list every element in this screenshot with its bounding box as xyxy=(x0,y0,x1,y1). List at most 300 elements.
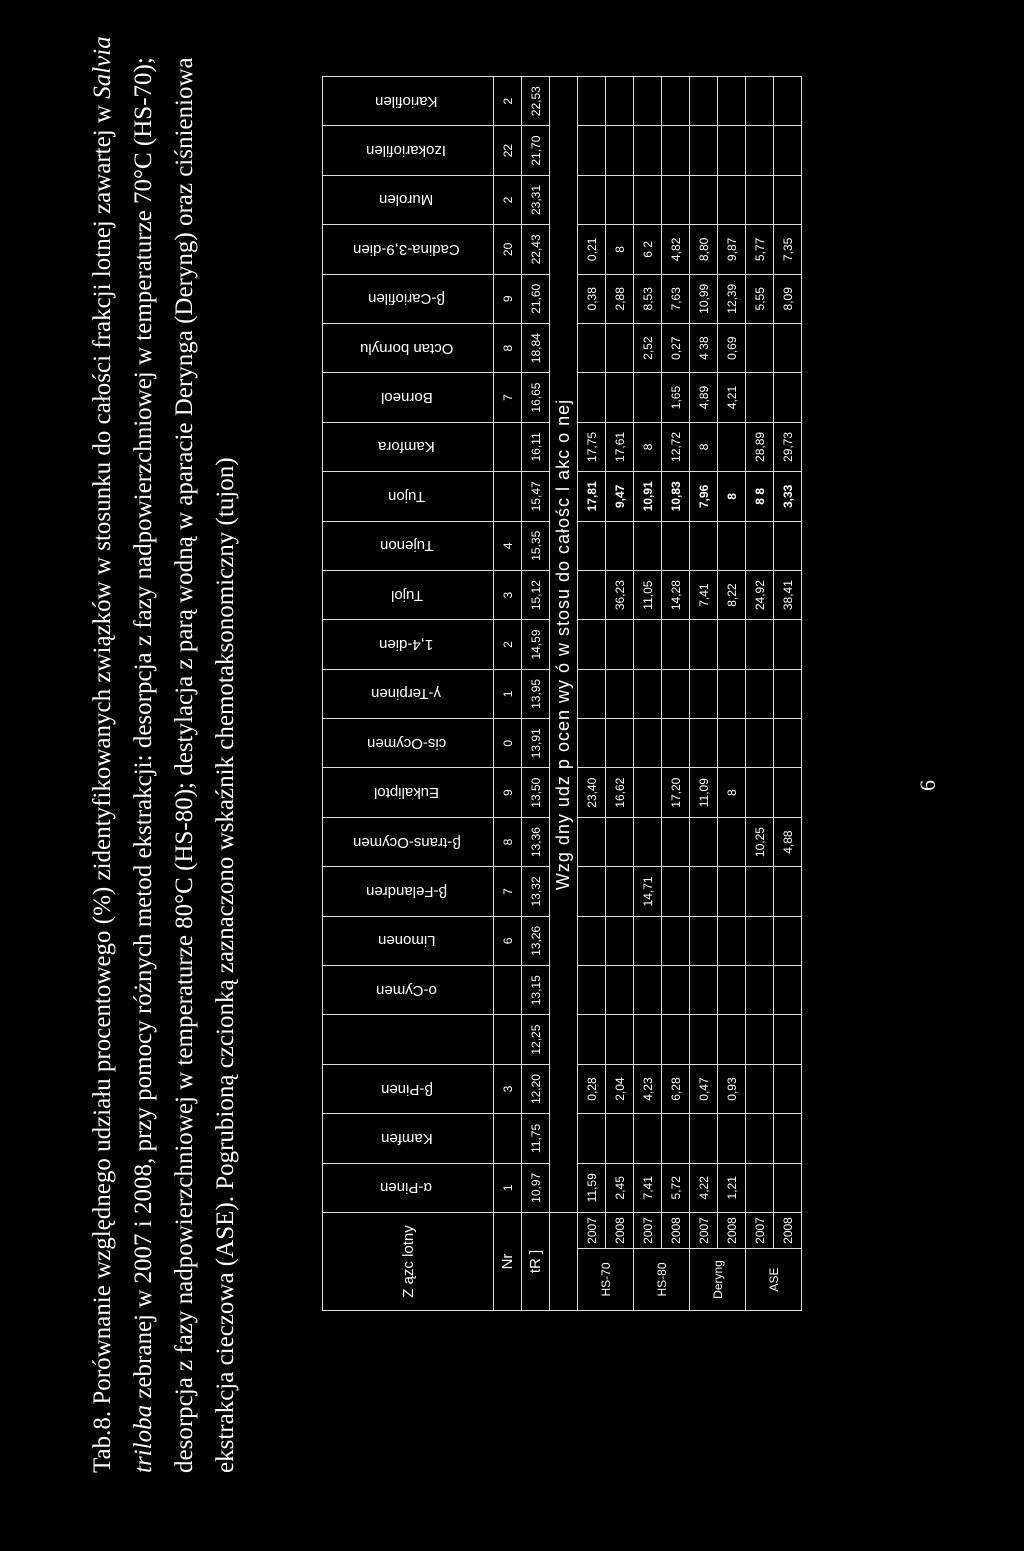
value-cell xyxy=(578,373,606,422)
value-cell xyxy=(746,966,774,1015)
value-cell: 17,20 xyxy=(662,768,690,817)
nr-cell: 2 xyxy=(494,620,522,669)
value-cell: 16,62 xyxy=(606,768,634,817)
value-cell: 8 8 xyxy=(746,472,774,521)
tr-cell: 16,11 xyxy=(522,422,550,471)
method-cell: HS-80 xyxy=(634,1249,690,1311)
value-cell: 5,55 xyxy=(746,274,774,323)
nr-cell: 9 xyxy=(494,274,522,323)
compound-name: o-Cymen xyxy=(376,981,437,999)
value-cell xyxy=(634,1114,662,1163)
value-cell xyxy=(606,126,634,175)
compound-name: Kamfora xyxy=(378,438,435,456)
value-cell xyxy=(718,1114,746,1163)
tr-cell: 21,70 xyxy=(522,126,550,175)
value-cell xyxy=(774,77,802,126)
tr-cell: 22,43 xyxy=(522,225,550,274)
compound-header xyxy=(323,669,494,718)
table-row xyxy=(662,77,690,1311)
tr-cell: 21,60 xyxy=(522,274,550,323)
compound-header xyxy=(323,323,494,372)
value-cell xyxy=(718,521,746,570)
table-row xyxy=(774,77,802,1311)
compound-header xyxy=(323,867,494,916)
value-cell xyxy=(746,521,774,570)
value-cell xyxy=(578,126,606,175)
value-cell xyxy=(578,966,606,1015)
value-cell: 7,35 xyxy=(774,225,802,274)
compound-name: Borneol xyxy=(380,389,433,407)
year-cell: 2008 xyxy=(606,1213,634,1249)
method-cell: ASE xyxy=(746,1249,802,1311)
species-name: Salvia xyxy=(89,36,116,99)
value-cell xyxy=(746,1114,774,1163)
value-cell xyxy=(746,1163,774,1212)
value-cell xyxy=(774,373,802,422)
compound-name: Octan bornylu xyxy=(359,339,454,357)
value-cell: 8 xyxy=(718,768,746,817)
table-row xyxy=(578,77,606,1311)
nr-cell: 20 xyxy=(494,225,522,274)
header-corner: Z ązc lotny xyxy=(323,1213,494,1311)
value-cell: 0,27 xyxy=(662,323,690,372)
header-row xyxy=(323,77,494,1311)
compound-header xyxy=(323,472,494,521)
year-cell: 2008 xyxy=(662,1213,690,1249)
value-cell: 0,38 xyxy=(578,274,606,323)
compound-header xyxy=(323,274,494,323)
value-cell xyxy=(718,669,746,718)
units-note: Wzg dny udz p ocen wy ó w stosu do całośc l akc o nej xyxy=(550,77,578,1213)
value-cell xyxy=(606,373,634,422)
value-cell: 12,39 xyxy=(718,274,746,323)
compound-name: Izokariofilen xyxy=(366,142,447,160)
value-cell xyxy=(634,719,662,768)
compound-header xyxy=(323,1015,494,1064)
value-cell xyxy=(690,867,718,916)
value-cell xyxy=(774,323,802,372)
tr-cell: 13,91 xyxy=(522,719,550,768)
value-cell xyxy=(774,126,802,175)
value-cell xyxy=(578,867,606,916)
nr-cell xyxy=(494,472,522,521)
value-cell: 29,73 xyxy=(774,422,802,471)
nr-cell xyxy=(494,1114,522,1163)
value-cell xyxy=(578,1015,606,1064)
value-cell xyxy=(578,77,606,126)
compound-header xyxy=(323,521,494,570)
tr-cell: 13,95 xyxy=(522,669,550,718)
value-cell: 10,83 xyxy=(662,472,690,521)
value-cell: 1,21 xyxy=(718,1163,746,1212)
value-cell xyxy=(578,669,606,718)
value-cell: 4,82 xyxy=(662,225,690,274)
compound-header xyxy=(323,966,494,1015)
value-cell xyxy=(746,768,774,817)
value-cell xyxy=(662,126,690,175)
tr-cell: 15,47 xyxy=(522,472,550,521)
compound-header xyxy=(323,719,494,768)
value-cell xyxy=(718,620,746,669)
value-cell xyxy=(718,1015,746,1064)
value-cell xyxy=(718,867,746,916)
tr-cell: 15,12 xyxy=(522,570,550,619)
note-row xyxy=(550,77,578,1311)
nr-cell: 1 xyxy=(494,669,522,718)
value-cell xyxy=(634,768,662,817)
tr-cell: 13,15 xyxy=(522,966,550,1015)
value-cell xyxy=(774,1114,802,1163)
tr-cell: 16,65 xyxy=(522,373,550,422)
nr-cell: 0 xyxy=(494,719,522,768)
value-cell: 8,22 xyxy=(718,570,746,619)
value-cell xyxy=(718,966,746,1015)
value-cell xyxy=(634,77,662,126)
nr-cell: 1 xyxy=(494,1163,522,1212)
nr-label: Nr xyxy=(494,1213,522,1311)
year-cell: 2007 xyxy=(634,1213,662,1249)
value-cell: 0,69 xyxy=(718,323,746,372)
value-cell xyxy=(662,669,690,718)
compound-name: Tujenon xyxy=(379,537,434,555)
value-cell xyxy=(662,966,690,1015)
value-cell: 1,65 xyxy=(662,373,690,422)
year-cell: 2008 xyxy=(774,1213,802,1249)
value-cell xyxy=(662,1114,690,1163)
caption-line-3: desorpcja z fazy nadpowierzchniowej w temperaturze 80°C (HS-80); destylacja z parą wodną w aparacie Derynga (Deryng) oraz ciśnieniowa xyxy=(171,57,198,1473)
value-cell: 24,92 xyxy=(746,570,774,619)
compound-name: γ-Terpinen xyxy=(371,685,442,703)
value-cell: 10,25 xyxy=(746,817,774,866)
compound-header xyxy=(323,126,494,175)
nr-cell: 2 xyxy=(494,175,522,224)
value-cell: 9,87 xyxy=(718,225,746,274)
value-cell xyxy=(606,669,634,718)
year-cell: 2007 xyxy=(746,1213,774,1249)
value-cell: 8,09 xyxy=(774,274,802,323)
note-spacer xyxy=(550,1213,578,1311)
nr-cell: 7 xyxy=(494,867,522,916)
value-cell: 36,23 xyxy=(606,570,634,619)
value-cell xyxy=(634,669,662,718)
value-cell xyxy=(634,175,662,224)
value-cell xyxy=(774,521,802,570)
value-cell xyxy=(718,126,746,175)
value-cell xyxy=(746,719,774,768)
value-cell xyxy=(606,867,634,916)
value-cell: 6,28 xyxy=(662,1064,690,1113)
method-cell: HS-70 xyxy=(578,1249,634,1311)
value-cell xyxy=(578,521,606,570)
value-cell xyxy=(774,620,802,669)
value-cell xyxy=(606,817,634,866)
value-cell xyxy=(578,916,606,965)
value-cell xyxy=(774,1163,802,1212)
value-cell xyxy=(746,77,774,126)
value-cell xyxy=(690,916,718,965)
value-cell xyxy=(690,175,718,224)
value-cell xyxy=(690,719,718,768)
compound-header xyxy=(323,77,494,126)
nr-cell: 8 xyxy=(494,323,522,372)
value-cell xyxy=(634,521,662,570)
value-cell: 5,72 xyxy=(662,1163,690,1212)
value-cell: 6 2 xyxy=(634,225,662,274)
value-cell: 10,91 xyxy=(634,472,662,521)
compound-header xyxy=(323,620,494,669)
value-cell xyxy=(718,77,746,126)
table-caption xyxy=(84,36,244,1473)
value-cell: 4,89 xyxy=(690,373,718,422)
compound-header xyxy=(323,570,494,619)
caption-line-2: triloba zebranej w 2007 i 2008, przy pomocy różnych metod ekstrakcji: desorpcja z fazy nadpowierzchniowej w temperaturze 70°C (HS-70); xyxy=(130,57,157,1473)
value-cell xyxy=(634,126,662,175)
value-cell xyxy=(606,719,634,768)
value-cell xyxy=(662,867,690,916)
nr-cell: 2 xyxy=(494,77,522,126)
value-cell xyxy=(690,620,718,669)
compound-name: Tujol xyxy=(390,586,423,604)
value-cell: 8 xyxy=(606,225,634,274)
compounds-table xyxy=(322,76,802,1311)
tr-cell: 22,53 xyxy=(522,77,550,126)
value-cell: 0,21 xyxy=(578,225,606,274)
value-cell xyxy=(746,175,774,224)
compound-name: β-trans-Ocymen xyxy=(352,833,461,851)
value-cell: 4,22 xyxy=(690,1163,718,1212)
value-cell xyxy=(662,817,690,866)
value-cell xyxy=(690,1015,718,1064)
value-cell: 17,61 xyxy=(606,422,634,471)
nr-cell: 3 xyxy=(494,1064,522,1113)
value-cell xyxy=(746,867,774,916)
value-cell xyxy=(774,175,802,224)
value-cell xyxy=(662,175,690,224)
value-cell xyxy=(662,719,690,768)
value-cell xyxy=(578,1114,606,1163)
tr-cell: 13,26 xyxy=(522,916,550,965)
value-cell xyxy=(774,966,802,1015)
nr-cell: 3 xyxy=(494,570,522,619)
year-cell: 2007 xyxy=(690,1213,718,1249)
value-cell: 8 xyxy=(634,422,662,471)
value-cell: 0,47 xyxy=(690,1064,718,1113)
value-cell xyxy=(746,669,774,718)
table-row xyxy=(634,77,662,1311)
value-cell xyxy=(746,323,774,372)
tr-cell: 12,25 xyxy=(522,1015,550,1064)
page-number: 6 xyxy=(915,780,940,791)
value-cell xyxy=(606,916,634,965)
tr-cell: 13,50 xyxy=(522,768,550,817)
compound-header xyxy=(323,422,494,471)
value-cell xyxy=(634,373,662,422)
tr-cell: 11,75 xyxy=(522,1114,550,1163)
compound-name: 1,4-dien xyxy=(379,636,434,654)
value-cell xyxy=(606,521,634,570)
value-cell xyxy=(634,966,662,1015)
value-cell xyxy=(578,620,606,669)
value-cell xyxy=(774,867,802,916)
value-cell: 4,23 xyxy=(634,1064,662,1113)
nr-cell: 9 xyxy=(494,768,522,817)
value-cell: 8,53 xyxy=(634,274,662,323)
value-cell: 2,88 xyxy=(606,274,634,323)
compound-header xyxy=(323,175,494,224)
tr-cell: 23,31 xyxy=(522,175,550,224)
value-cell xyxy=(662,521,690,570)
value-cell xyxy=(662,620,690,669)
value-cell: 14,71 xyxy=(634,867,662,916)
method-cell: Deryng xyxy=(690,1249,746,1311)
value-cell xyxy=(690,966,718,1015)
value-cell xyxy=(634,1015,662,1064)
tr-label: tR ] xyxy=(522,1213,550,1311)
value-cell xyxy=(634,916,662,965)
value-cell xyxy=(690,1114,718,1163)
compound-header xyxy=(323,1163,494,1212)
table-row xyxy=(718,77,746,1311)
value-cell xyxy=(606,620,634,669)
compound-header xyxy=(323,768,494,817)
compound-name: Eukaliptol xyxy=(373,784,440,802)
compound-name: Kariofilen xyxy=(375,92,438,110)
year-cell: 2008 xyxy=(718,1213,746,1249)
value-cell: 17,81 xyxy=(578,472,606,521)
compound-name: β-Cariofilen xyxy=(368,290,445,308)
nr-cell: 7 xyxy=(494,373,522,422)
compound-name: Murolen xyxy=(379,191,434,209)
value-cell: 17,75 xyxy=(578,422,606,471)
tr-cell: 14,59 xyxy=(522,620,550,669)
value-cell: 10,99 xyxy=(690,274,718,323)
nr-cell xyxy=(494,966,522,1015)
value-cell xyxy=(690,521,718,570)
value-cell: 8 xyxy=(690,422,718,471)
value-cell xyxy=(578,719,606,768)
nr-cell: 4 xyxy=(494,521,522,570)
value-cell xyxy=(718,719,746,768)
value-cell: 0,93 xyxy=(718,1064,746,1113)
value-cell: 11,05 xyxy=(634,570,662,619)
species-name-2: triloba xyxy=(130,1404,157,1473)
tr-cell: 12,20 xyxy=(522,1064,550,1113)
value-cell xyxy=(774,916,802,965)
value-cell: 4,88 xyxy=(774,817,802,866)
value-cell xyxy=(774,768,802,817)
value-cell: 2,52 xyxy=(634,323,662,372)
value-cell xyxy=(578,323,606,372)
nr-cell xyxy=(494,1015,522,1064)
value-cell xyxy=(774,669,802,718)
compound-header xyxy=(323,1114,494,1163)
value-cell xyxy=(578,570,606,619)
compound-header xyxy=(323,225,494,274)
table-row xyxy=(746,77,774,1311)
value-cell: 12,72 xyxy=(662,422,690,471)
compound-name: Kamfen xyxy=(380,1129,433,1147)
value-cell: 4,21 xyxy=(718,373,746,422)
value-cell xyxy=(690,817,718,866)
value-cell: 2,04 xyxy=(606,1064,634,1113)
table-row xyxy=(606,77,634,1311)
nr-cell xyxy=(494,422,522,471)
value-cell xyxy=(746,126,774,175)
value-cell xyxy=(746,620,774,669)
compound-name: Tujon xyxy=(388,487,425,505)
value-cell xyxy=(662,77,690,126)
value-cell xyxy=(634,817,662,866)
value-cell xyxy=(718,817,746,866)
compound-name: α-Pinen xyxy=(380,1179,433,1197)
compound-name: Cadina-3,9-dien xyxy=(353,240,460,258)
value-cell xyxy=(690,77,718,126)
value-cell xyxy=(690,669,718,718)
value-cell xyxy=(662,916,690,965)
value-cell: 3,33 xyxy=(774,472,802,521)
value-cell: 7,96 xyxy=(690,472,718,521)
caption-line-4: ekstrakcja cieczowa (ASE). Pogrubioną czcionką zaznaczono wskaźnik chemotaksonomiczny (tujon) xyxy=(212,457,239,1473)
nr-cell: 8 xyxy=(494,817,522,866)
tr-cell: 13,36 xyxy=(522,817,550,866)
value-cell: 38,41 xyxy=(774,570,802,619)
value-cell xyxy=(578,817,606,866)
value-cell xyxy=(718,175,746,224)
value-cell xyxy=(774,719,802,768)
value-cell xyxy=(578,175,606,224)
value-cell xyxy=(746,1015,774,1064)
value-cell xyxy=(746,373,774,422)
value-cell: 0,28 xyxy=(578,1064,606,1113)
compound-header xyxy=(323,916,494,965)
value-cell: 28,89 xyxy=(746,422,774,471)
value-cell xyxy=(718,422,746,471)
value-cell: 7,63 xyxy=(662,274,690,323)
value-cell xyxy=(606,175,634,224)
nr-cell: 22 xyxy=(494,126,522,175)
tr-cell: 18,84 xyxy=(522,323,550,372)
compound-name: β-Pinen xyxy=(380,1080,433,1098)
value-cell xyxy=(662,1015,690,1064)
value-cell: 8 xyxy=(718,472,746,521)
value-cell: 23,40 xyxy=(578,768,606,817)
value-cell xyxy=(690,126,718,175)
value-cell xyxy=(606,77,634,126)
tr-cell: 15,35 xyxy=(522,521,550,570)
compound-header xyxy=(323,373,494,422)
tr-cell: 13,32 xyxy=(522,867,550,916)
value-cell xyxy=(774,1064,802,1113)
value-cell: 9,47 xyxy=(606,472,634,521)
compound-name: Limonen xyxy=(377,932,436,950)
value-cell xyxy=(718,916,746,965)
caption-line-1: Tab.8. Porównanie względnego udziału procentowego (%) zidentyfikowanych związków w stosunku do całości frakcji lotnej zawartej w Salvia xyxy=(89,36,116,1473)
nr-row xyxy=(494,77,522,1311)
compound-name: β-Felandren xyxy=(365,882,448,900)
value-cell xyxy=(606,323,634,372)
tr-row xyxy=(522,77,550,1311)
value-cell xyxy=(634,620,662,669)
year-cell: 2007 xyxy=(578,1213,606,1249)
value-cell xyxy=(774,1015,802,1064)
value-cell: 8,80 xyxy=(690,225,718,274)
table-row xyxy=(690,77,718,1311)
value-cell: 11,59 xyxy=(578,1163,606,1212)
value-cell xyxy=(746,916,774,965)
value-cell: 5,77 xyxy=(746,225,774,274)
value-cell xyxy=(606,1015,634,1064)
value-cell: 7,41 xyxy=(690,570,718,619)
